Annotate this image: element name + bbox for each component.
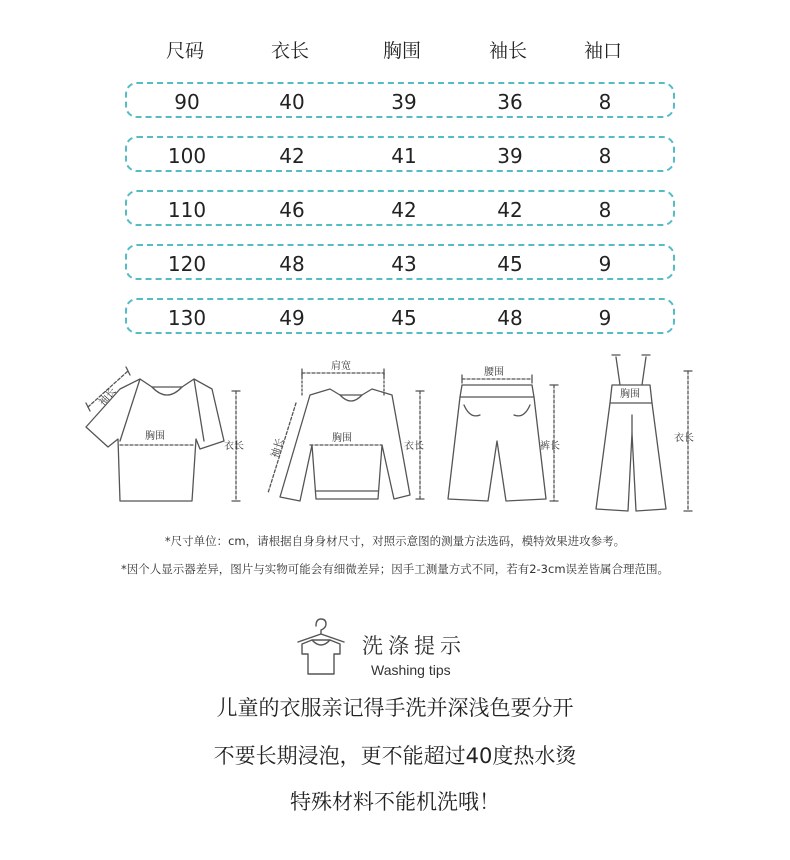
sweater-length-label: 衣长 [404,441,424,452]
cell-sleeve: 36 [497,90,523,114]
cell-size: 120 [167,252,207,276]
cell-sleeve: 39 [497,144,523,168]
shorts-diagram [448,375,558,501]
washing-line: 特殊材料不能机洗哦！ [290,790,500,814]
cell-length: 48 [279,252,305,276]
variance-note: *因个人显示器差异，图片与实物可能会有细微差异；因手工测量方式不同，若有2-3cm误差皆属合理范围。 [120,562,670,576]
tshirt-length-label: 衣长 [224,441,244,452]
table-row [125,82,675,118]
tshirt-sleeve-label: 袖长 [97,385,119,409]
size-table-header [0,32,790,66]
tshirt-chest-label: 胸围 [145,431,165,442]
cell-chest: 39 [391,90,417,114]
table-row [125,136,675,172]
cell-size: 100 [167,144,207,168]
sweater-chest-label: 胸围 [332,433,352,444]
header-chest: 胸围 [382,40,422,62]
table-row [125,190,675,226]
overalls-chest-label: 胸围 [620,389,640,400]
cell-sleeve: 45 [497,252,523,276]
cell-cuff: 8 [598,198,612,222]
cell-length: 49 [279,306,305,330]
cell-cuff: 9 [598,306,612,330]
cell-chest: 42 [391,198,417,222]
cell-chest: 45 [391,306,417,330]
cell-length: 42 [279,144,305,168]
cell-size: 130 [167,306,207,330]
cell-cuff: 9 [598,252,612,276]
cell-chest: 41 [391,144,417,168]
table-row [125,298,675,334]
cell-length: 46 [279,198,305,222]
hanger-shirt-icon [290,616,352,678]
cell-sleeve: 48 [497,306,523,330]
washing-tips-subtitle: Washing tips [371,662,451,678]
sweater-sleeve-label: 袖长 [269,436,287,460]
washing-tips-title: 洗涤提示 [362,634,466,658]
cell-length: 40 [279,90,305,114]
size-note: *尺寸单位：cm，请根据自身身材尺寸，对照示意图的测量方法选码，模特效果进攻参考。 [164,534,626,548]
header-cuff: 袖口 [583,40,623,62]
cell-size: 90 [174,90,200,114]
washing-line: 不要长期浸泡，更不能超过40度热水烫 [213,744,577,768]
washing-line: 儿童的衣服亲记得手洗并深浅色要分开 [216,696,574,720]
header-sleeve: 袖长 [488,40,528,62]
measurement-diagrams [0,345,790,515]
cell-sleeve: 42 [497,198,523,222]
cell-cuff: 8 [598,90,612,114]
cell-chest: 43 [391,252,417,276]
shorts-waist-label: 腰围 [484,367,504,378]
cell-cuff: 8 [598,144,612,168]
shorts-length-label: 裤长 [540,441,560,452]
cell-size: 110 [167,198,207,222]
overalls-length-label: 衣长 [674,433,694,444]
header-size: 尺码 [165,40,205,62]
table-row [125,244,675,280]
washing-tips-header [0,612,790,682]
sweater-shoulder-label: 肩宽 [331,361,351,372]
header-length: 衣长 [270,40,310,62]
